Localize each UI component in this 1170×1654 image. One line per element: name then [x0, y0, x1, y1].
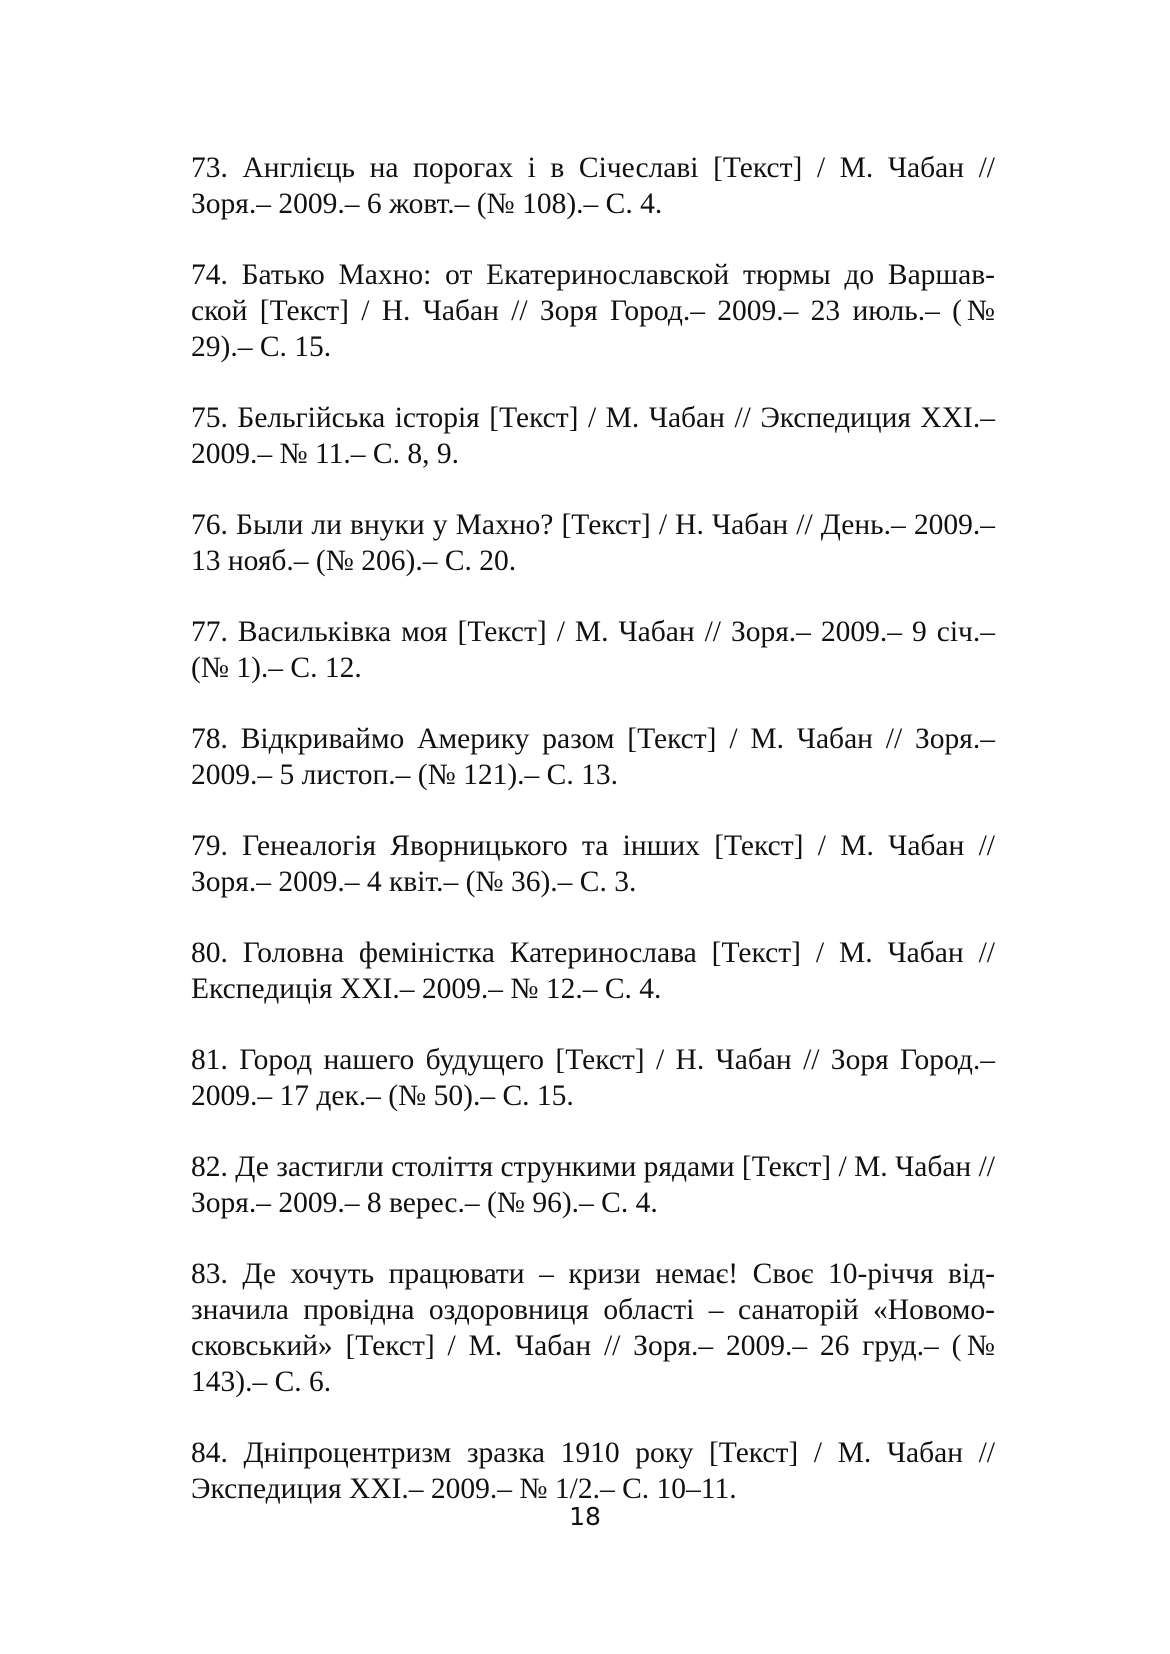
- bibliography-entry-77: 77. Васильківка моя [Текст] / М. Чабан // Зоря.– 2009.– 9 січ.– (№ 1).– С. 12.: [191, 616, 995, 684]
- bibliography-entry-76: 76. Были ли внуки у Махно? [Текст] / Н. Чабан // День.– 2009.– 13 нояб.– (№ 206).– С. 20.: [191, 509, 995, 577]
- bibliography-entry-84: 84. Дніпроцентризм зразка 1910 року [Текст] / М. Чабан // Экспедиция XXI.– 2009.– № 1/2.– С. 10–11.: [191, 1437, 995, 1505]
- bibliography-entry-79: 79. Генеалогія Яворницького та інших [Текст] / М. Чабан // Зоря.– 2009.– 4 квіт.– (№ 36).– С. 3.: [191, 830, 995, 898]
- page-number: 18: [569, 1502, 601, 1531]
- bibliography-list: [191, 150, 995, 1507]
- bibliography-entry-75: 75. Бельгійська історія [Текст] / М. Чабан // Экспедиция XXI.– 2009.– № 11.– С. 8, 9.: [191, 402, 995, 470]
- bibliography-entry-80: 80. Головна феміністка Катеринослава [Текст] / М. Чабан // Експедиція XXI.– 2009.– № 12.– С. 4.: [191, 937, 995, 1005]
- bibliography-entry-78: 78. Відкриваймо Америку разом [Текст] / М. Чабан // Зоря.– 2009.– 5 листоп.– (№ 121).– С. 13.: [191, 723, 995, 791]
- bibliography-entry-82: 82. Де застигли століття стрункими рядами [Текст] / М. Чабан // Зоря.– 2009.– 8 верес.– (№ 96).– С. 4.: [191, 1151, 995, 1219]
- bibliography-entry-73: 73. Англієць на порогах і в Січеславі [Текст] / М. Чабан // Зоря.– 2009.– 6 жовт.– (№ 108).– С. 4.: [191, 152, 995, 220]
- bibliography-entry-81: 81. Город нашего будущего [Текст] / Н. Чабан // Зоря Город.– 2009.– 17 дек.– (№ 50).– С. 15.: [191, 1044, 995, 1112]
- bibliography-entry-83: 83. Де хочуть працювати – кризи немає! Своє 10-річчя відзначила провідна оздоровниця області – санаторій «Новомосковський» [Текст] / М. Чабан // Зоря.– 2009.– 26 груд.– (№ 143).– С. 6.: [191, 1258, 995, 1398]
- bibliography-entry-74: 74. Батько Махно: от Екатеринославской тюрмы до Варшавской [Текст] / Н. Чабан // Зоря Город.– 2009.– 23 июль.– (№ 29).– С. 15.: [191, 259, 995, 363]
